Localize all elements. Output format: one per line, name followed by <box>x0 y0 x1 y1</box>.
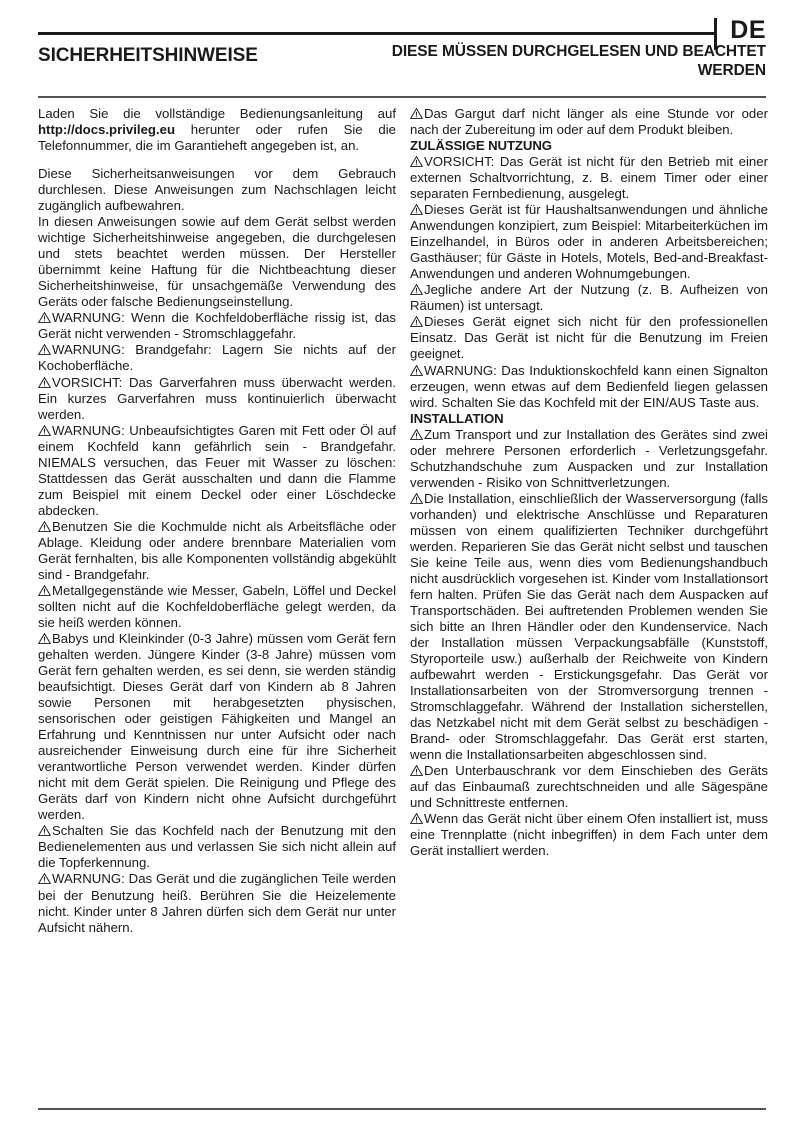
paragraph-text: WARNUNG: Wenn die Kochfeldoberfläche rissig ist, das Gerät nicht verwenden - Stromschlaggefahr. <box>38 310 396 342</box>
left-column <box>38 106 396 936</box>
paragraph-download-manual <box>38 106 396 154</box>
paragraph-induction-signal-tone <box>410 363 768 411</box>
header-top-rule <box>38 32 716 35</box>
paragraph-text: Metallgegenstände wie Messer, Gabeln, Löffel und Deckel sollten nicht auf die Kochfeldoberfläche gelegt werden, da sie heiß werden können. <box>38 582 396 630</box>
paragraph-no-other-use <box>410 282 768 314</box>
paragraph-text: In diesen Anweisungen sowie auf dem Gerät selbst werden wichtige Sicherheitshinweise angegeben, die durchgelesen und stets beachtet werden müssen. Der Hersteller übernimmt keine Haftung für die Nichtbeachtung dieser Sicherheitshinweise, für unsachgemäße Verwendung des Geräts oder falsche Bedienungseinstellung. <box>38 214 396 310</box>
page-title: SICHERHEITSHINWEISE <box>38 45 258 66</box>
warning-triangle-icon <box>38 312 51 323</box>
right-column <box>410 106 768 936</box>
header-rule-row <box>38 16 766 44</box>
paragraph-trim-cabinet <box>410 763 768 811</box>
paragraph-not-work-surface <box>38 519 396 583</box>
paragraph-text: Diese Sicherheitsanweisungen vor dem Gebrauch durchlesen. Diese Anweisungen zum Nachschlagen leicht zugänglich aufbewahren. <box>38 166 396 214</box>
warning-triangle-icon <box>410 429 423 440</box>
header-titles <box>38 43 766 81</box>
footer-rule <box>38 1108 766 1110</box>
header-bottom-rule <box>38 96 766 98</box>
paragraph-text: Die Installation, einschließlich der Wasserversorgung (falls vorhanden) und elektrische Anschlüsse und Reparaturen müssen von einem qualifizierten Techniker durchgeführt werden. Reparieren Sie das Gerät nicht selbst und tauschen Sie keine Teile aus, wenn dies vom Bedienungshandbuch nicht ausdrücklich vorgesehen ist. Kinder vom Installationsort fern halten. Prüfen Sie das Gerät nach dem Auspacken auf Transportschäden. Bei auftretenden Problemen wenden Sie sich bitte an Ihren Händler oder den Kundenservice. Nach der Installation müssen Verpackungsabfälle (Kunststoff, Styroporteile usw.) außerhalb der Reichweite von Kindern aufbewahrt werden - Erstickungsgefahr. Das Gerät vor Installationsarbeiten von der Stromversorgung trennen - Stromschlaggefahr. Während der Installation sicherstellen, das Netzkabel nicht mit dem Gerät selbst zu beschädigen - Brand- oder Stromschlaggefahr. Das Gerät erst starten, wenn die Installationsarbeiten abgeschlossen sind. <box>410 490 768 763</box>
paragraph-separator-panel <box>410 811 768 859</box>
paragraph-text: Den Unterbauschrank vor dem Einschieben des Geräts auf das Einbaumaß zurechtschneiden und alle Sägespäne und Schnittreste entfernen. <box>410 763 768 811</box>
paragraph-text: VORSICHT: Das Garverfahren muss überwacht werden. Ein kurzes Garverfahren muss kontinuierlich überwacht werden. <box>38 374 396 422</box>
language-code: DE <box>730 16 766 44</box>
paragraph-children-supervision <box>38 631 396 823</box>
paragraph-fire-hazard-storage <box>38 342 396 374</box>
warning-triangle-icon <box>38 425 51 436</box>
paragraph-cracked-surface <box>38 310 396 342</box>
warning-triangle-icon <box>410 365 423 376</box>
warning-triangle-icon <box>38 825 51 836</box>
warning-triangle-icon <box>38 873 51 884</box>
paragraph-text: Schalten Sie das Kochfeld nach der Benutzung mit den Bedienelementen aus und verlassen Sie sich nicht allein auf die Topferkennung. <box>38 823 396 871</box>
warning-triangle-icon <box>410 204 423 215</box>
warning-triangle-icon <box>410 156 423 167</box>
paragraph-text: Babys und Kleinkinder (0-3 Jahre) müssen vom Gerät fern gehalten werden. Jüngere Kinder (3-8 Jahre) müssen vom Gerät fern gehalten werden, es sei denn, sie werden ständig beaufsichtigt. Dieses Gerät darf von Kindern ab 8 Jahren sowie Personen mit herabgesetzten physischen, sensorischen oder geistigen Fähigkeiten und Mangel an Erfahrung und Kenntnissen nur unter Aufsicht oder nach ausreichender Einweisung durch eine für ihre Sicherheit verantwortliche Person verwendet werden. Kinder dürfen nicht mit dem Gerät spielen. Die Reinigung und Pflege des Geräts darf von Kindern nicht ohne Aufsicht durchgeführt werden. <box>38 631 396 823</box>
warning-triangle-icon <box>410 316 423 327</box>
warning-triangle-icon <box>38 585 51 596</box>
paragraph-text: WARNUNG: Das Gerät und die zugänglichen Teile werden bei der Benutzung heiß. Berühren Sie die Heizelemente nicht. Kinder unter 8 Jahren dürfen sich dem Gerät nur unter Aufsicht nähern. <box>38 871 396 935</box>
warning-triangle-icon <box>38 633 51 644</box>
warning-triangle-icon <box>410 284 423 295</box>
warning-triangle-icon <box>38 521 51 532</box>
paragraph-text: WARNUNG: Brandgefahr: Lagern Sie nichts auf der Kochoberfläche. <box>38 342 396 374</box>
two-column-body <box>38 106 768 936</box>
warning-triangle-icon <box>38 344 51 355</box>
paragraph-two-persons-transport <box>410 427 768 491</box>
paragraph-monitor-cooking <box>38 375 396 423</box>
paragraph-text: WARNUNG: Das Induktionskochfeld kann einen Signalton erzeugen, wenn etwas auf dem Bedienfeld liegen gelassen wird. Schalten Sie das Kochfeld mit der EIN/AUS Taste aus. <box>410 362 768 410</box>
warning-triangle-icon <box>410 493 423 504</box>
page-subtitle: DIESE MÜSSEN DURCHGELESEN UND BEACHTET WERDEN <box>391 43 766 79</box>
warning-triangle-icon <box>410 813 423 824</box>
paragraph-read-before-use <box>38 166 396 214</box>
paragraph-not-professional <box>410 314 768 362</box>
paragraph-switch-off-after-use <box>38 823 396 871</box>
paragraph-qualified-technician <box>410 491 768 764</box>
paragraph-text: Das Gargut darf nicht länger als eine Stunde vor oder nach der Zubereitung im oder auf dem Produkt bleiben. <box>410 106 768 138</box>
paragraph-text: WARNUNG: Unbeaufsichtigtes Garen mit Fett oder Öl auf einem Kochfeld kann gefährlich sein - Brandgefahr. NIEMALS versuchen, das Feuer mit Wasser zu löschen: Stattdessen das Gerät ausschalten und dann die Flamme zum Beispiel mit einem Deckel oder einer Löschdecke abdecken. <box>38 422 396 518</box>
paragraph-text: Benutzen Sie die Kochmulde nicht als Arbeitsfläche oder Ablage. Kleidung oder andere brennbare Materialien vom Gerät fernhalten, bis alle Komponenten vollständig abgekühlt sind - Brandgefahr. <box>38 518 396 582</box>
paragraph-hot-parts <box>38 871 396 935</box>
section-heading: INSTALLATION <box>410 410 504 426</box>
paragraph-text: Wenn das Gerät nicht über einem Ofen installiert ist, muss eine Trennplatte (nicht inbegriffen) in dem Fach unter dem Gerät installiert werden. <box>410 811 768 859</box>
paragraph-household-use <box>410 202 768 282</box>
paragraph-text: Dieses Gerät ist für Haushaltsanwendungen und ähnliche Anwendungen konzipiert, zum Beispiel: Mitarbeiterküchen im Einzelhandel, in Büros oder in anderen Arbeitsbereichen; Gasthäuser; für Gäste in Hotels, Motels, Bed-and-Breakfast-Anwendungen und anderen Wohnumgebungen. <box>410 202 768 282</box>
manual-url-link[interactable]: http://docs.privileg.eu <box>38 122 176 138</box>
paragraph-no-external-switch <box>410 154 768 202</box>
paragraph-food-storage-time <box>410 106 768 138</box>
paragraph-text: Dieses Gerät eignet sich nicht für den professionellen Einsatz. Das Gerät ist nicht für die Benutzung im Freien geeignet. <box>410 314 768 362</box>
paragraph-metal-objects <box>38 583 396 631</box>
paragraph-unattended-fat-oil <box>38 423 396 519</box>
paragraph-text: herunter oder rufen Sie die Telefonnummer, die im Garantieheft angegeben ist, an. <box>38 122 396 154</box>
page-header <box>38 18 766 81</box>
paragraph-text: Zum Transport und zur Installation des Gerätes sind zwei oder mehrere Personen erforderlich - Verletzungsgefahr. Schutzhandschuhe zum Auspacken und zur Installation verwenden - Risiko von Schnittverletzungen. <box>410 426 768 490</box>
section-heading: ZULÄSSIGE NUTZUNG <box>410 138 552 154</box>
paragraph-important-instructions <box>38 214 396 310</box>
paragraph-text: Laden Sie die vollständige Bedienungsanleitung auf <box>38 106 396 121</box>
warning-triangle-icon <box>38 377 51 388</box>
paragraph-text: Jegliche andere Art der Nutzung (z. B. Aufheizen von Räumen) ist untersagt. <box>410 282 768 314</box>
paragraph-text: VORSICHT: Das Gerät ist nicht für den Betrieb mit einer externen Schaltvorrichtung, z. B. einem Timer oder einer separaten Fernbedienung, ausgelegt. <box>410 154 768 202</box>
warning-triangle-icon <box>410 765 423 776</box>
warning-triangle-icon <box>410 108 423 119</box>
